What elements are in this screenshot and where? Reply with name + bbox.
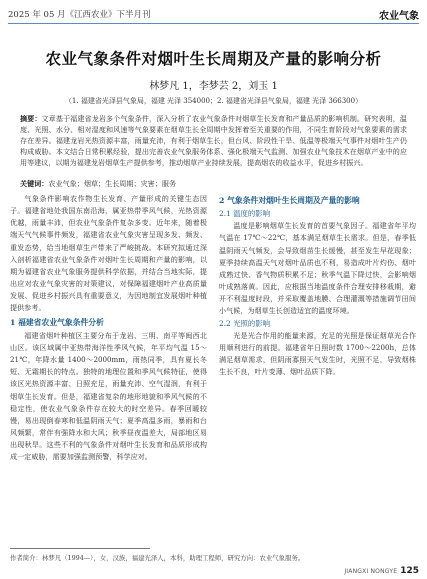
abstract-text: 文章基于福建省龙岩多个气象条件，深入分析了农业气象条件对烟草生长发育和产量品质的影响机制。研究表明，温度、光照、水分、相对湿度和风速等气象要素在烟草生长全周期中发挥着至关重要的作用，不同生育阶段对气象要素的需求存在差异。福建龙岩光热资源丰富，雨量充沛，有利于烟草生长，但台风、阶段性干旱、低温等极端天气事件对烟叶生产仍构成威胁。本文结合日常积累经验，提出完善农业气象服务体系、强化极端天气监测、加强农业气象技术在烟草产业中的应用等建议，以期为福建龙岩烟草生产提供参考，推动烟草产业持续发展，提高烟农的收益水平，促进乡村振兴。 [20, 114, 408, 168]
subsection-2-2-paragraph: 光是光合作用的能量来源，充足的光照是保证烟草光合作用顺利进行的前提。福建省年日照时数 1700～2200h，总体满足烟草需求，但阴雨寡照天气发生时，光照不足，导致烟株生长不良，叶片变薄、烟叶品质下降。 [219, 330, 416, 377]
keywords-text: 农业气象；烟草；生长周期；灾害；服务 [48, 179, 177, 188]
article-authors: 林梦凡 1，李梦芸 2，刘玉 1 [149, 81, 278, 92]
page-number: 125 [400, 566, 419, 576]
header-rule [8, 23, 419, 24]
keywords-label: 关键词： [20, 179, 49, 188]
abstract-label: 摘要： [20, 114, 42, 123]
running-header [8, 6, 419, 24]
section-1-paragraph: 福建省烟叶种植区主要分布于龙岩、三明、南平等闽西北山区。该区域属中亚热带海洋性季风气候，年平均气温 15～21℃，年降水量 1400～2000mm，雨热同季，具有夏长冬短、无霜期长的特点。独特的地理位置和季风气候特征，使得该区光热资源丰富、日照充足，雨量充沛、空气湿润，有利于烟草生长发育。但是，福建省复杂的地形地貌和季风气候的不稳定性，使农业气象条件存在较大的时空差异。春季回暖较慢，易出现倒春寒和低温阴雨天气；夏季高温多雨，暴雨和台风频繁，常伴有强降水和大风；秋季昼夜温差大，局部地区易出现秋旱。这些不利的气象条件对烟叶生长发育和品质形成构成一定威胁，需要加强监测预警，科学应对。 [10, 330, 207, 462]
section-2-heading: 2 气象条件对烟叶生长周期及产量的影响 [219, 196, 360, 205]
right-column [219, 193, 416, 378]
page-footer [344, 566, 419, 576]
author-affiliation: （1. 福建省光泽县气象局，福建 光泽 354000；2. 福建省光泽县气象局，福建 光泽 366300） [64, 97, 363, 105]
journal-name-latin: JIANGXI NONGYE [344, 568, 398, 575]
journal-issue: 2025 年 05 月《江西农业》下半月刊 [8, 10, 151, 20]
subsection-2-1-paragraph: 温度是影响烟草生长发育的首要气象因子。福建省年平均气温在 17℃～22℃，基本满足烟草生长需求。但是，春季低温阴雨天气频发，会导致烟苗生长缓慢，甚至发生早花现象；夏季持续高温天气对烟叶品质也不利，易造成叶片灼伤、烟叶成熟过快、香气物质积累不足；秋季气温下降过快，会影响烟叶成熟落黄。因此，应根据当地温度条件合理安排移栽期，避开不利温度时段，并采取覆盖地膜、合理灌溉等措施调节田间小气候，为烟草生长创造适宜的温度环境。 [219, 221, 416, 316]
footnote-rule [10, 548, 150, 549]
intro-paragraph: 气象条件影响农作物生长发育、产量形成的关键生态因子。福建省地处我国东南沿海，属亚热带季风气候，光热资源优越，雨量丰沛，但农业气象条件复杂多变。近年来，随着极端天气气候事件频发，福建省农业气象灾害呈现多发、频发、重发态势，给当地烟草生产带来了严峻挑战。本研究拟通过深入剖析福建省农业气象条件对烟叶生长周期和产量的影响，以期为福建省农业气象服务提供科学依据，并结合当地实际，提出应对农业气象灾害的对策建议，对保障福建烟叶产业高质量发展、促进乡村振兴具有重要意义，为因地制宜发展烟叶种植提供参考。 [10, 194, 207, 313]
section-1-heading: 1 福建省农业气象条件分析 [10, 317, 104, 327]
section-name: 农业气象 [379, 11, 419, 22]
subsection-2-2-heading: 2.2 光照的影响 [219, 318, 271, 328]
article-title: 农业气象条件对烟叶生长周期及产量的影响分析 [45, 49, 382, 68]
keywords [20, 178, 407, 189]
subsection-2-1-heading: 2.1 温度的影响 [219, 209, 271, 219]
abstract [20, 113, 407, 168]
left-column [10, 193, 207, 463]
author-footnote: 作者简介：林梦凡（1994—），女，汉族，福建光泽人，本科，助理工程师，研究方向：农业气象服务。 [10, 554, 305, 562]
